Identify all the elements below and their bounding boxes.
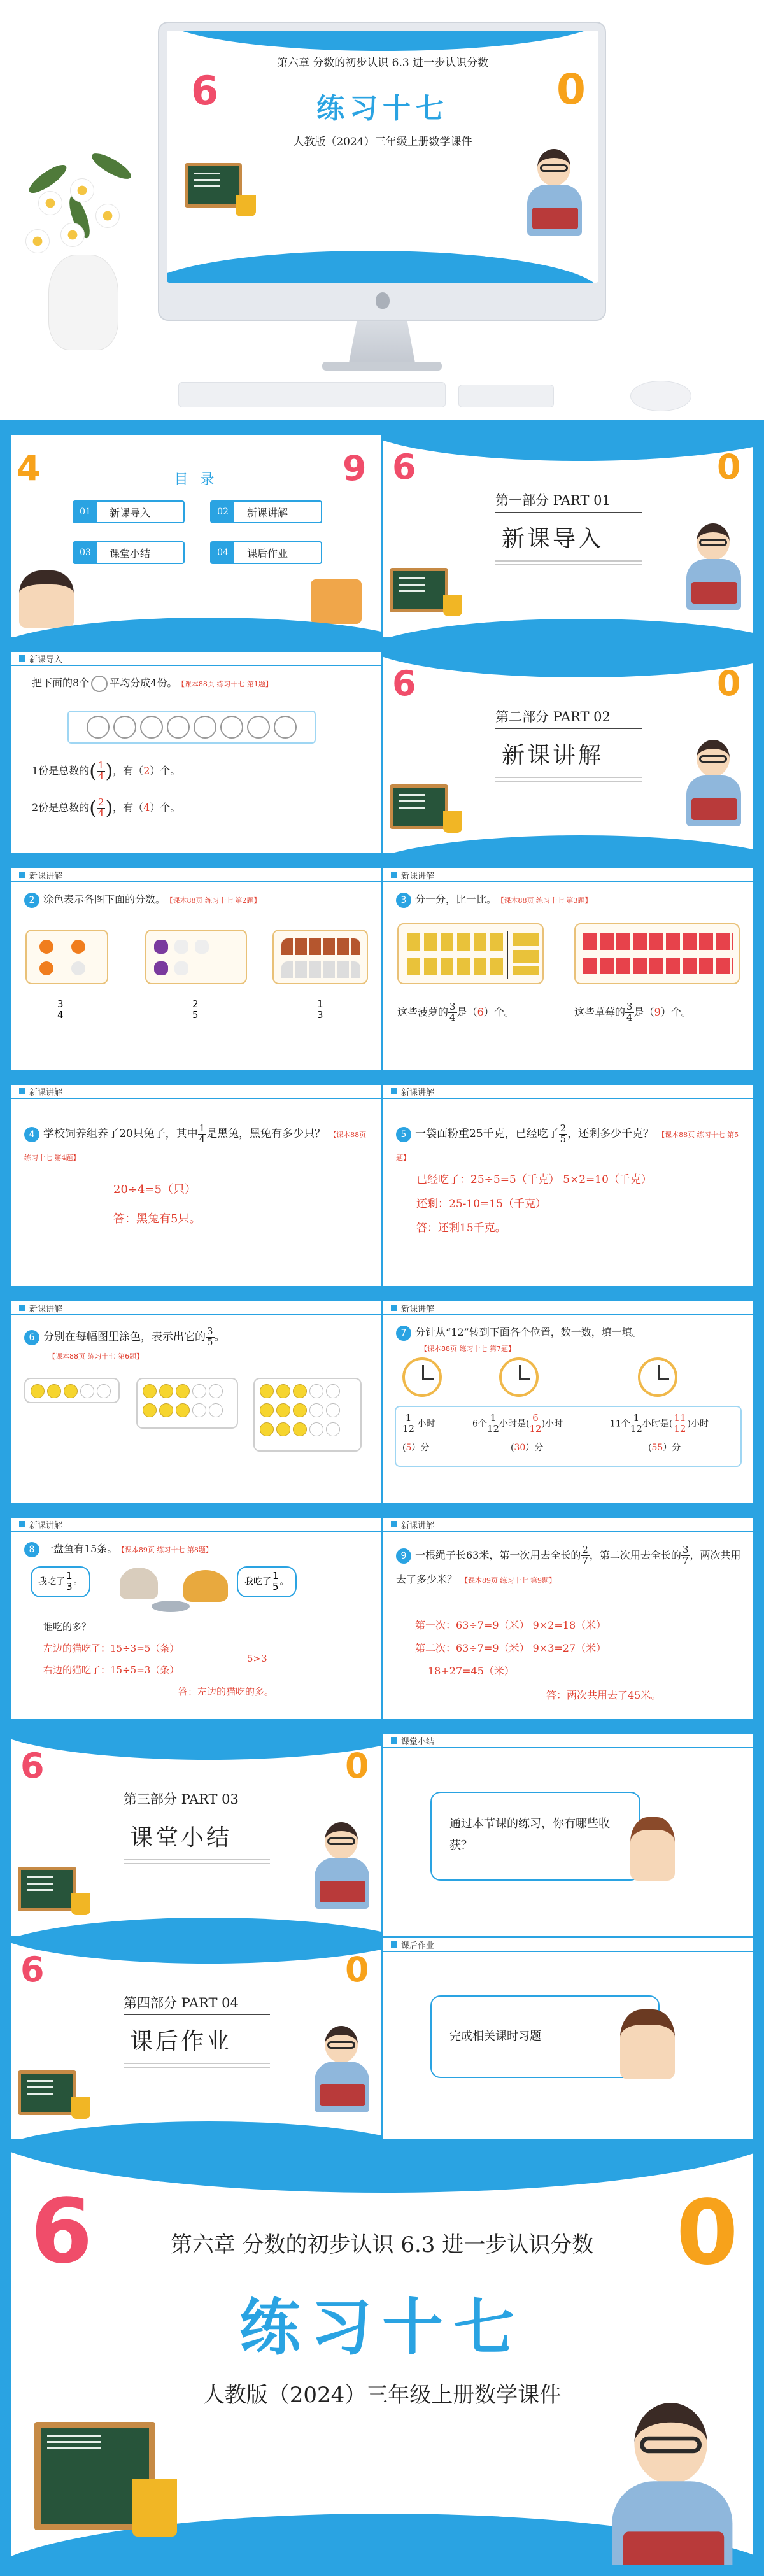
blue-wave	[167, 31, 598, 51]
cover-title: 练习十七	[316, 92, 449, 125]
clock-answer-2: 6个 $\frac{1}{12}$ 小时是( $\frac{6}{12}$ )小时 (30）分	[472, 1412, 563, 1453]
blue-wave	[167, 251, 598, 283]
clock-icon	[402, 1357, 442, 1397]
question-text: 把下面的8个 平均分成4份。 【课本88页 练习十七 第1题】	[32, 675, 272, 692]
question-text: 4 学校饲养组养了20只兔子，其中 $\frac{1}{4}$ 是黑兔，黑兔有多少只？ 【课本88页 练习十七 第4题】	[24, 1122, 367, 1162]
chalkboard-icon	[18, 2070, 76, 2115]
calc-line-3: 18+27=45（米）	[428, 1665, 514, 1677]
part-label: 第四部分 PART 04	[124, 1995, 239, 2011]
digit-zero-icon: 0	[676, 2181, 739, 2285]
eggplants-card	[145, 930, 247, 984]
slide-header: 新课讲解	[383, 1518, 753, 1532]
calc-line-1: 第一次：63÷7=9（米） 9×2=18（米）	[415, 1619, 607, 1631]
digit-zero-icon: 0	[556, 65, 586, 114]
slide-part-3	[11, 1734, 381, 1936]
divider	[495, 728, 642, 729]
circle-row	[67, 711, 316, 744]
answer-line: 答：两次共用去了45米。	[546, 1689, 661, 1701]
question-text: 8 一盘鱼有15条。 【课本89页 练习十七 第8题】	[24, 1541, 213, 1557]
chalkboard-icon	[185, 163, 242, 208]
digit-zero-icon: 0	[345, 1746, 369, 1786]
part-title: 新课导入	[502, 526, 604, 552]
digit-six-icon: 6	[392, 663, 416, 704]
slide-q4	[11, 1085, 381, 1286]
digit-zero-icon: 0	[345, 1950, 369, 1990]
clock-icon	[499, 1357, 539, 1397]
slide-homework	[383, 1938, 753, 2139]
ask-line: 谁吃的多？	[43, 1621, 92, 1632]
calc-line-1: 已经吃了：25÷5=5（千克） 5×2=10（千克）	[416, 1173, 652, 1186]
digit-zero-icon: 0	[717, 447, 741, 487]
pineapple-answer: 这些菠萝的 $\frac{3}{4}$ 是（6）个。	[397, 1001, 514, 1023]
chalkboard-icon	[18, 1867, 76, 1911]
part-title: 新课讲解	[502, 742, 604, 768]
clock-answer-3: 11个 $\frac{1}{12}$ 小时是( $\frac{11}{12}$ )小时 (55）分	[610, 1412, 709, 1453]
slide-header: 新课讲解	[383, 1301, 753, 1315]
cover-chapter: 第六章 分数的初步认识 6.3 进一步认识分数	[276, 57, 489, 69]
slide-header: 课后作业	[383, 1938, 753, 1952]
fish-plate-icon	[152, 1601, 190, 1612]
strawberry-answer: 这些草莓的 $\frac{3}{4}$ 是（9）个。	[574, 1001, 691, 1023]
chalkboard-icon	[390, 784, 448, 829]
monitor-base	[322, 362, 442, 371]
reading-girl-figure	[19, 570, 74, 628]
slide-header: 新课讲解	[383, 1085, 753, 1099]
speech-bubble-right: 我吃了 $\frac{1}{5}$ 。	[237, 1566, 297, 1597]
blue-wave	[11, 2121, 381, 2139]
digit-zero-icon: 0	[717, 663, 741, 704]
answer-line-1: 1份是总数的( $\frac{1}{4}$ )，有（2）个。	[32, 760, 181, 782]
slide-q2	[11, 868, 381, 1070]
eggplant-icon	[195, 940, 209, 954]
cover-subtitle: 人教版（2024）三年级上册数学课件	[202, 2382, 562, 2408]
trackpad	[458, 385, 554, 407]
part-label: 第二部分 PART 02	[495, 709, 611, 725]
daisy-icon	[38, 191, 62, 215]
part-title: 课后作业	[130, 2028, 232, 2055]
smiley-group-3	[253, 1378, 362, 1452]
placeholder-text-lines	[124, 1859, 270, 1860]
daisy-icon	[25, 229, 50, 253]
digit-four-icon: 4	[17, 448, 41, 488]
orange-icon	[39, 940, 53, 954]
digit-nine-icon: 9	[343, 448, 367, 488]
placeholder-text-lines	[495, 560, 642, 562]
oranges-card	[25, 930, 108, 984]
question-text: 7 分针从“12”转到下面各个位置，数一数，填一填。	[396, 1324, 642, 1341]
fraction-3-4: $\frac{3}{4}$	[57, 998, 64, 1021]
calc-line-2: 右边的猫吃了：15÷5=3（条）	[43, 1664, 180, 1676]
speech-bubble-left: 我吃了 $\frac{1}{3}$ 。	[31, 1566, 90, 1597]
answer-line: 答：黑兔有5只。	[113, 1212, 201, 1226]
summary-text: 通过本节课的练习，你有哪些收获？	[449, 1817, 610, 1852]
pencil-cup-icon	[236, 195, 256, 216]
slide-header: 新课讲解	[11, 1085, 381, 1099]
eggplant-icon	[174, 940, 188, 954]
pencil-cup-icon	[132, 2479, 177, 2537]
toc-item-1[interactable]: 01 新课导入	[73, 500, 185, 523]
question-text: 9 一根绳子长63米，第一次用去全长的 $\frac{2}{7}$ ，第二次用去全长的 $\frac{3}{7}$ ，两次共用去了多少米？ 【课本89页 练习十七 第9题】	[396, 1544, 741, 1585]
slide-part-2	[383, 652, 753, 853]
leaf-icon	[88, 149, 134, 183]
flower-vase	[48, 255, 118, 350]
slide-q9	[383, 1518, 753, 1719]
mouse	[630, 381, 691, 411]
orange-icon	[39, 961, 53, 975]
orange-cat-figure	[183, 1570, 228, 1602]
daisy-icon	[70, 178, 94, 202]
digit-six-icon: 6	[20, 1950, 45, 1990]
books-stack-icon	[311, 579, 362, 624]
slide-summary	[383, 1734, 753, 1936]
monitor-frame	[158, 22, 606, 321]
toc-title: 目 录	[174, 472, 218, 488]
student-figure	[630, 1817, 675, 1881]
strawberries-card	[574, 923, 740, 984]
slide-header: 课堂小结	[383, 1734, 753, 1748]
clock-answer-1: $\frac{1}{12}$ 小时 (5）分	[402, 1412, 435, 1453]
calc-line-1: 左边的猫吃了：15÷3=5（条）	[43, 1643, 180, 1654]
slide-header: 新课讲解	[383, 868, 753, 882]
orange-icon	[71, 940, 85, 954]
monitor-screen	[167, 31, 598, 283]
clock-icon	[638, 1357, 677, 1397]
calc-line-2: 第二次：63÷7=9（米） 9×3=27（米）	[415, 1642, 607, 1654]
chalkboard-icon	[390, 568, 448, 612]
eggplant-icon	[154, 961, 168, 975]
digit-six-icon: 6	[392, 447, 416, 487]
smiley-group-1	[24, 1378, 120, 1403]
part-label: 第三部分 PART 03	[124, 1792, 239, 1807]
pineapples-card	[397, 923, 544, 984]
monitor-stand	[349, 321, 415, 363]
calc-line-2: 还剩：25-10=15（千克）	[416, 1198, 546, 1210]
orange-icon	[71, 961, 85, 975]
slide-q8	[11, 1518, 381, 1719]
pencil-cup-icon	[443, 811, 462, 833]
blue-wave	[383, 619, 753, 637]
compare-line: 5>3	[247, 1653, 267, 1664]
cover-title: 练习十七	[239, 2292, 525, 2363]
placeholder-text-lines	[124, 2063, 270, 2064]
slide-header: 新课导入	[11, 652, 381, 666]
keyboard	[178, 382, 446, 407]
digit-six-icon: 6	[20, 1746, 45, 1786]
blue-wave	[11, 1938, 381, 1964]
slide-q1	[11, 652, 381, 853]
placeholder-text-lines	[495, 777, 642, 778]
divider	[124, 2014, 270, 2015]
blue-wave	[11, 2148, 753, 2193]
daisy-icon	[96, 204, 120, 228]
blue-wave	[11, 1918, 381, 1936]
mushrooms-card	[272, 930, 368, 984]
toc-item-2[interactable]: 02 新课讲解	[210, 500, 322, 523]
teacher-woman-figure	[620, 2009, 675, 2079]
source-tag: 【课本88页 练习十七 第6题】	[48, 1352, 143, 1361]
part-label: 第一部分 PART 01	[495, 493, 611, 508]
blue-wave	[383, 435, 753, 461]
cover-subtitle: 人教版（2024）三年级上册数学课件	[293, 136, 472, 148]
divider	[495, 512, 642, 513]
question-text: 6 分别在每幅图里涂色，表示出它的 $\frac{3}{5}$ 。	[24, 1327, 225, 1348]
blue-wave	[383, 835, 753, 853]
smiley-group-2	[136, 1378, 238, 1429]
hero-mockup	[0, 0, 764, 420]
eggplant-icon	[174, 961, 188, 975]
slide-toc	[11, 435, 381, 637]
slide-header: 新课讲解	[11, 1518, 381, 1532]
slide-header: 新课讲解	[11, 1301, 381, 1315]
slide-q6	[11, 1301, 381, 1503]
part-title: 课堂小结	[130, 1825, 232, 1851]
blue-wave	[11, 1734, 381, 1760]
digit-six-icon: 6	[31, 2180, 93, 2284]
question-text: 3 分一分，比一比。 【课本88页 练习十七 第3题】	[396, 891, 592, 908]
daisy-icon	[60, 223, 85, 247]
pencil-cup-icon	[443, 595, 462, 616]
slide-header: 新课讲解	[11, 868, 381, 882]
slide-part-4	[11, 1938, 381, 2139]
answer-line: 答：还剩15千克。	[416, 1222, 506, 1235]
slide-q5	[383, 1085, 753, 1286]
slide-q3	[383, 868, 753, 1070]
question-text: 2 涂色表示各图下面的分数。 【课本88页 练习十七 第2题】	[24, 891, 261, 908]
calc-line: 20÷4=5（只）	[113, 1183, 196, 1196]
cover-chapter: 第六章 分数的初步认识 6.3 进一步认识分数	[170, 2232, 594, 2258]
slide-cover-large	[11, 2148, 753, 2565]
toc-item-3[interactable]: 03 课堂小结	[73, 541, 185, 564]
fraction-1-3: $\frac{1}{3}$	[317, 998, 323, 1021]
source-tag: 【课本88页 练习十七 第7题】	[420, 1345, 515, 1353]
blue-wave	[383, 652, 753, 677]
pencil-cup-icon	[71, 2097, 90, 2119]
digit-six-icon: 6	[191, 67, 219, 114]
pencil-cup-icon	[71, 1893, 90, 1915]
apple-logo-icon	[376, 292, 390, 309]
answer-line: 答：左边的猫吃的多。	[178, 1686, 274, 1697]
eggplant-icon	[154, 940, 168, 954]
question-text: 5 一袋面粉重25千克，已经吃了 $\frac{2}{5}$ ，还剩多少千克？ 【课本88页 练习十七 第5题】	[396, 1122, 739, 1162]
slide-part-1	[383, 435, 753, 637]
toc-item-4[interactable]: 04 课后作业	[210, 541, 322, 564]
slide-q7	[383, 1301, 753, 1503]
answer-line-2: 2份是总数的( $\frac{2}{4}$ )，有（4）个。	[32, 796, 181, 819]
fraction-2-5: $\frac{2}{5}$	[192, 998, 199, 1021]
homework-text: 完成相关课时习题	[449, 2030, 541, 2043]
grey-cat-figure	[120, 1568, 158, 1599]
